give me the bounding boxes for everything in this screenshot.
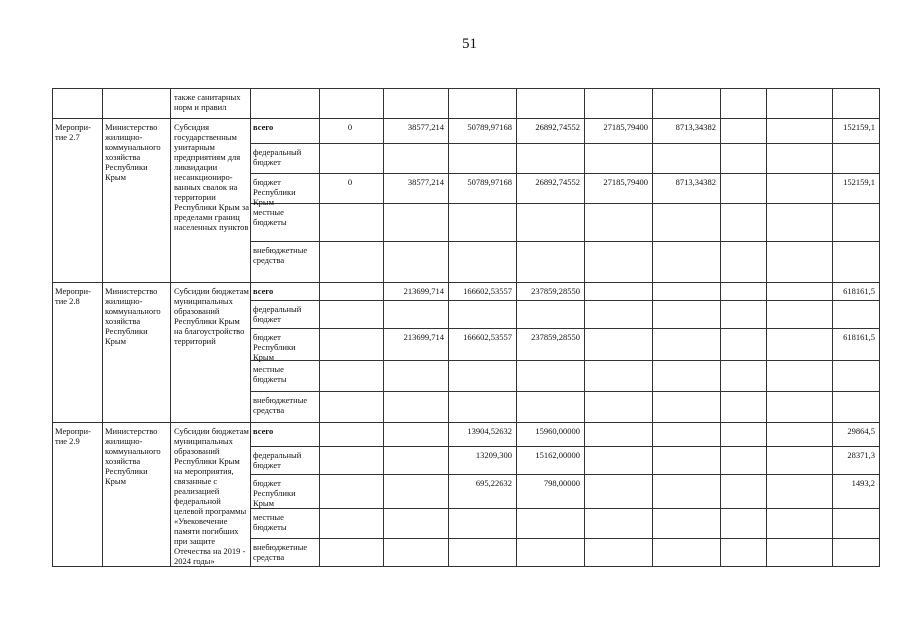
budget-value: 152159,1 xyxy=(843,122,875,132)
budget-value: 798,00000 xyxy=(543,478,580,488)
budget-value: 26892,74552 xyxy=(535,177,580,187)
table-column-rule xyxy=(319,88,320,567)
funding-source: бюджет Республики Крым xyxy=(253,478,296,508)
table-column-rule xyxy=(102,88,103,567)
table-rule xyxy=(250,173,880,174)
table-column-rule xyxy=(383,88,384,567)
table-column-rule xyxy=(250,88,251,567)
budget-value: 8713,34382 xyxy=(675,122,716,132)
funding-source: местные бюджеты xyxy=(253,512,287,532)
executor-label: Министерство жилищно- коммунального хозяйства Республики Крым xyxy=(105,122,161,182)
funding-source: внебюджетные средства xyxy=(253,395,308,415)
budget-value: 237859,28550 xyxy=(531,286,580,296)
table-column-rule xyxy=(584,88,585,567)
budget-value: 27185,79400 xyxy=(603,122,648,132)
budget-value: 28371,3 xyxy=(847,450,875,460)
budget-value: 38577,214 xyxy=(407,177,444,187)
measure-description: Субсидия государственным унитарным предприятиям для ликвидации несанкциониро- ванных свалок на территории Республики Крым за пределами границ населенных пунктов xyxy=(174,122,250,232)
budget-value: 618161,5 xyxy=(843,332,875,342)
measure-label: Меропри- тие 2.7 xyxy=(55,122,91,142)
funding-source: внебюджетные средства xyxy=(253,542,308,562)
funding-source: всего xyxy=(253,286,274,296)
table-rule xyxy=(250,508,880,509)
table-column-rule xyxy=(720,88,721,567)
carryover-text: также санитарных норм и правил xyxy=(174,92,241,112)
budget-value: 237859,28550 xyxy=(531,332,580,342)
measure-description: Субсидии бюджетам муниципальных образований Республики Крым на благоустройство территорий xyxy=(174,286,249,346)
budget-value: 166602,53557 xyxy=(463,332,512,342)
budget-value: 618161,5 xyxy=(843,286,875,296)
funding-source: федеральный бюджет xyxy=(253,304,302,324)
table-column-rule xyxy=(832,88,833,567)
budget-value: 213699,714 xyxy=(403,286,444,296)
budget-value: 27185,79400 xyxy=(603,177,648,187)
budget-table xyxy=(52,88,879,566)
budget-value: 29864,5 xyxy=(847,426,875,436)
table-rule xyxy=(250,300,880,301)
table-column-rule xyxy=(448,88,449,567)
budget-value: 1493,2 xyxy=(851,478,875,488)
table-rule xyxy=(250,360,880,361)
budget-value: 213699,714 xyxy=(403,332,444,342)
budget-value: 0 xyxy=(347,177,353,187)
executor-label: Министерство жилищно- коммунального хозяйства Республики Крым xyxy=(105,426,161,486)
table-column-rule xyxy=(652,88,653,567)
table-rule xyxy=(52,118,880,119)
budget-value: 50789,97168 xyxy=(467,122,512,132)
table-rule xyxy=(250,474,880,475)
budget-value: 13209,300 xyxy=(475,450,512,460)
funding-source: федеральный бюджет xyxy=(253,147,302,167)
table-rule xyxy=(250,446,880,447)
table-rule xyxy=(250,538,880,539)
table-column-rule xyxy=(52,88,53,567)
budget-value: 695,22632 xyxy=(475,478,512,488)
budget-value: 13904,52632 xyxy=(467,426,512,436)
funding-source: бюджет Республики Крым xyxy=(253,177,296,207)
table-column-rule xyxy=(766,88,767,567)
funding-source: внебюджетные средства xyxy=(253,245,308,265)
table-rule xyxy=(52,88,880,89)
table-column-rule xyxy=(170,88,171,567)
table-rule xyxy=(250,203,880,204)
measure-description: Субсидии бюджетам муниципальных образований Республики Крым на мероприятия, связанные с реализацией федеральной целевой программы «Увековечение памяти погибших при защите Отечества на 2019 - 2024 годы» xyxy=(174,426,249,566)
executor-label: Министерство жилищно- коммунального хозяйства Республики Крым xyxy=(105,286,161,346)
funding-source: всего xyxy=(253,426,274,436)
budget-value: 152159,1 xyxy=(843,177,875,187)
budget-value: 50789,97168 xyxy=(467,177,512,187)
budget-value: 26892,74552 xyxy=(535,122,580,132)
measure-label: Меропри- тие 2.8 xyxy=(55,286,91,306)
table-rule xyxy=(250,391,880,392)
budget-value: 8713,34382 xyxy=(675,177,716,187)
budget-value: 0 xyxy=(347,122,353,132)
page-number: 51 xyxy=(462,36,477,52)
measure-label: Меропри- тие 2.9 xyxy=(55,426,91,446)
funding-source: местные бюджеты xyxy=(253,207,287,227)
table-column-rule xyxy=(516,88,517,567)
funding-source: всего xyxy=(253,122,274,132)
budget-value: 38577,214 xyxy=(407,122,444,132)
budget-value: 166602,53557 xyxy=(463,286,512,296)
table-rule xyxy=(52,422,880,423)
table-rule xyxy=(250,241,880,242)
table-rule xyxy=(250,143,880,144)
budget-value: 15960,00000 xyxy=(535,426,580,436)
funding-source: федеральный бюджет xyxy=(253,450,302,470)
table-column-rule xyxy=(879,88,880,567)
table-rule xyxy=(52,282,880,283)
table-rule xyxy=(250,328,880,329)
funding-source: бюджет Республики Крым xyxy=(253,332,296,362)
budget-value: 15162,00000 xyxy=(535,450,580,460)
funding-source: местные бюджеты xyxy=(253,364,287,384)
table-rule xyxy=(52,566,880,567)
